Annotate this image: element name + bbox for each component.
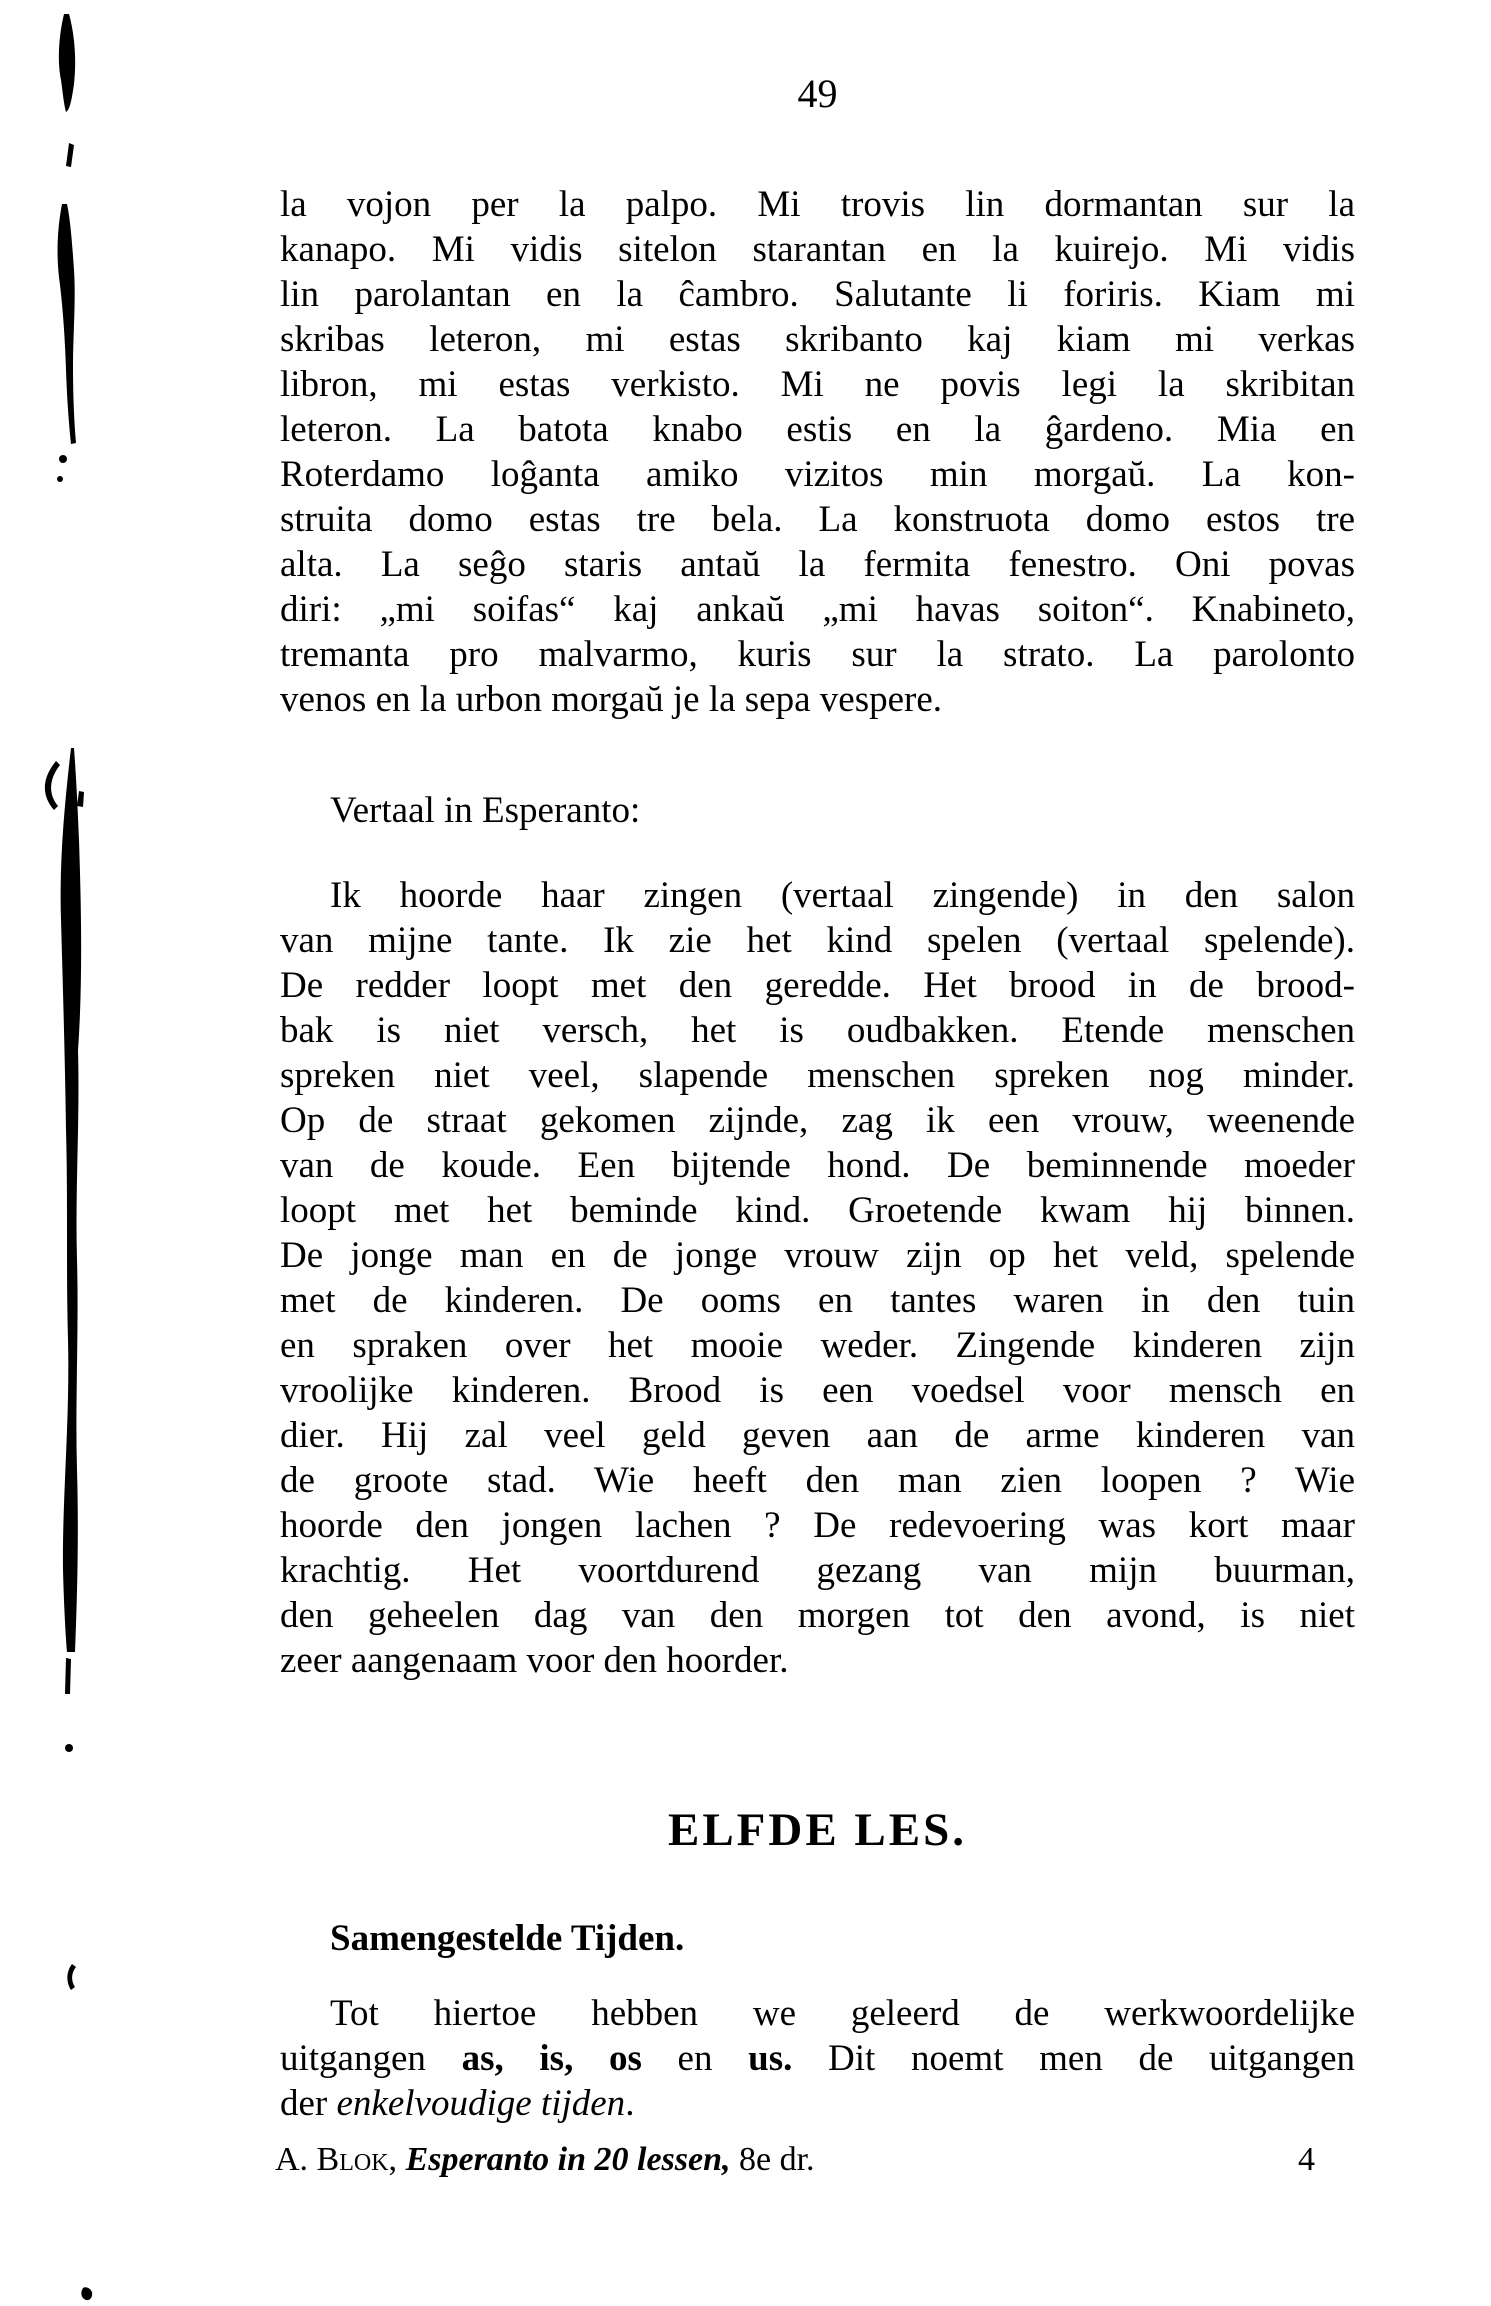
ink-line [65,1658,71,1694]
text-line [280,2081,1355,2126]
text-line: zeer aangenaam voor den hoorder. [280,1640,789,1681]
book-reference [275,2141,815,2179]
text-line: Ik hoorde haar zingen (vertaal zingende) in den salon [330,875,1355,916]
text-line: van mijne tante. Ik zie het kind spelen (vertaal spelende). [280,920,1355,961]
page-number: 49 [797,71,838,116]
text-line: De jonge man en de jonge vrouw zijn op het veld, spelende [280,1235,1355,1276]
text-line: lin parolantan en la ĉambro. Salutante li foriris. Kiam mi [280,274,1355,315]
ink-speck [59,455,67,463]
text-line: Op de straat gekomen zijnde, zag ik een vrouw, weenende [280,1100,1355,1141]
section-heading: Samengestelde Tijden. [330,1918,685,1959]
text-line: loopt met het beminde kind. Groetende kwam hij binnen. [280,1190,1355,1231]
text-line: struita domo estas tre bela. La konstruota domo estos tre [280,499,1355,540]
text-line: venos en la urbon morgaŭ je la sepa vespere. [280,679,943,720]
text-line: alta. La seĝo staris antaŭ la fermita fenestro. Oni povas [280,544,1355,585]
text-line: van de koude. Een bijtende hond. De beminnende moeder [280,1145,1355,1186]
bold-endings: as, is, os [461,2038,642,2079]
text-line: krachtig. Het voortdurend gezang van mijn buurman, [280,1550,1355,1591]
book-title: Esperanto in 20 lessen, [405,2141,731,2178]
binding-streak [61,748,82,1652]
dutch-translation-paragraph [280,873,1355,1683]
lesson-heading: ELFDE LES. [667,1804,968,1856]
text-run: Dit noemt men de uitgangen [792,2038,1355,2079]
text-line [280,2036,1355,2081]
footer [275,2141,1315,2179]
ink-streak [58,204,76,444]
signature-number: 4 [1298,2141,1315,2178]
vertaal-heading: Vertaal in Esperanto: [330,790,641,831]
ink-curl [67,1964,76,1990]
text-line: la vojon per la palpo. Mi trovis lin dormantan sur la [280,184,1355,225]
italic-term: enkelvoudige tijden [336,2083,626,2124]
text-line: vroolijke kinderen. Brood is een voedsel voor mensch en [280,1370,1355,1411]
text-line: den geheelen dag van den morgen tot den avond, is niet [280,1595,1355,1636]
ink-dash [66,143,74,167]
text-line: Roterdamo loĝanta amiko vizitos min morgaŭ. La kon- [280,454,1355,495]
text-run: uitgangen [280,2038,462,2079]
text-line: en spraken over het mooie weder. Zingende kinderen zijn [280,1325,1355,1366]
text-line: spreken niet veel, slapende menschen spreken nog minder. [280,1055,1355,1096]
edition-label: 8e dr. [739,2141,815,2178]
ink-curve [45,761,60,810]
text-line: met de kinderen. De ooms en tantes waren in den tuin [280,1280,1355,1321]
text-run: . [625,2083,635,2124]
text-line: hoorde den jongen lachen ? De redevoering was kort maar [280,1505,1355,1546]
text-line: libron, mi estas verkisto. Mi ne povis legi la skribitan [280,364,1355,405]
text-line: Tot hiertoe hebben we geleerd de werkwoordelijke [330,1993,1355,2034]
text-line: diri: „mi soifas“ kaj ankaŭ „mi havas soiton“. Knabineto, [280,589,1355,630]
ink-speck [57,476,63,482]
text-line: leteron. La batota knabo estis en la ĝardeno. Mia en [280,409,1355,450]
esperanto-exercise-paragraph [280,182,1355,722]
text-line: skribas leteron, mi estas skribanto kaj kiam mi verkas [280,319,1355,360]
text-run: en [641,2038,749,2079]
ink-speck [65,1744,73,1752]
text-line: kanapo. Mi vidis sitelon starantan en la kuirejo. Mi vidis [280,229,1355,270]
author-name: A. Blok, [275,2141,398,2178]
text-line: bak is niet versch, het is oudbakken. Etende menschen [280,1010,1355,1051]
text-run: der [280,2083,337,2124]
text-line: tremanta pro malvarmo, kuris sur la strato. La parolonto [280,634,1355,675]
text-line: De redder loopt met den geredde. Het brood in de brood- [280,965,1355,1006]
closing-paragraph [280,1991,1355,2126]
ink-blob [59,14,75,112]
ink-speck [81,2287,92,2300]
text-line: dier. Hij zal veel geld geven aan de arme kinderen van [280,1415,1355,1456]
ink-tick [77,791,84,807]
bold-ending: us. [748,2038,793,2079]
text-line: de groote stad. Wie heeft den man zien loopen ? Wie [280,1460,1355,1501]
